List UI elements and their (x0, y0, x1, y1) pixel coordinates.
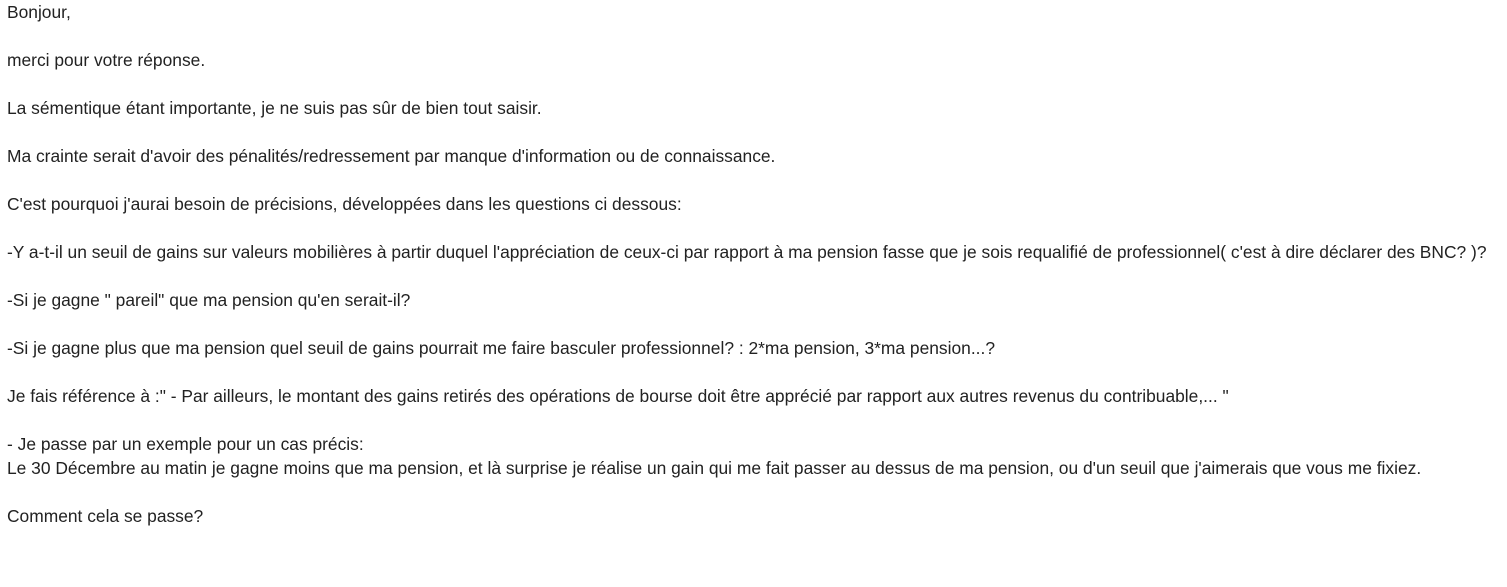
closing-question: Comment cela se passe? (7, 506, 204, 526)
paragraph-semantics: La sémentique étant importante, je ne suis pas sûr de bien tout saisir. (7, 98, 542, 118)
question-more-gain: -Si je gagne plus que ma pension quel seuil de gains pourrait me faire basculer professionnel? : 2*ma pension, 3*ma pension...? (7, 338, 996, 358)
paragraph-request: C'est pourquoi j'aurai besoin de précisions, développées dans les questions ci dessous: (7, 194, 682, 214)
question-threshold: -Y a-t-il un seuil de gains sur valeurs mobilières à partir duquel l'appréciation de ceux-ci par rapport à ma pension fasse que je sois requalifié de professionnel( c'est à dire déclarer des BNC? )? (7, 242, 1487, 262)
question-same-gain: -Si je gagne " pareil" que ma pension qu'en serait-il? (7, 290, 411, 310)
paragraph-thanks: merci pour votre réponse. (7, 50, 206, 70)
example-body: Le 30 Décembre au matin je gagne moins que ma pension, et là surprise je réalise un gain qui me fait passer au dessus de ma pension, ou d'un seuil que j'aimerais que vous me fixiez. (7, 458, 1422, 478)
paragraph-reference: Je fais référence à :" - Par ailleurs, le montant des gains retirés des opérations de bourse doit être apprécié par rapport aux autres revenus du contribuable,... " (7, 386, 1229, 406)
example-block (7, 432, 1497, 480)
paragraph-concern: Ma crainte serait d'avoir des pénalités/redressement par manque d'information ou de connaissance. (7, 146, 776, 166)
message-body (7, 0, 1497, 528)
greeting: Bonjour, (7, 2, 71, 22)
example-intro: - Je passe par un exemple pour un cas précis: (7, 434, 364, 454)
